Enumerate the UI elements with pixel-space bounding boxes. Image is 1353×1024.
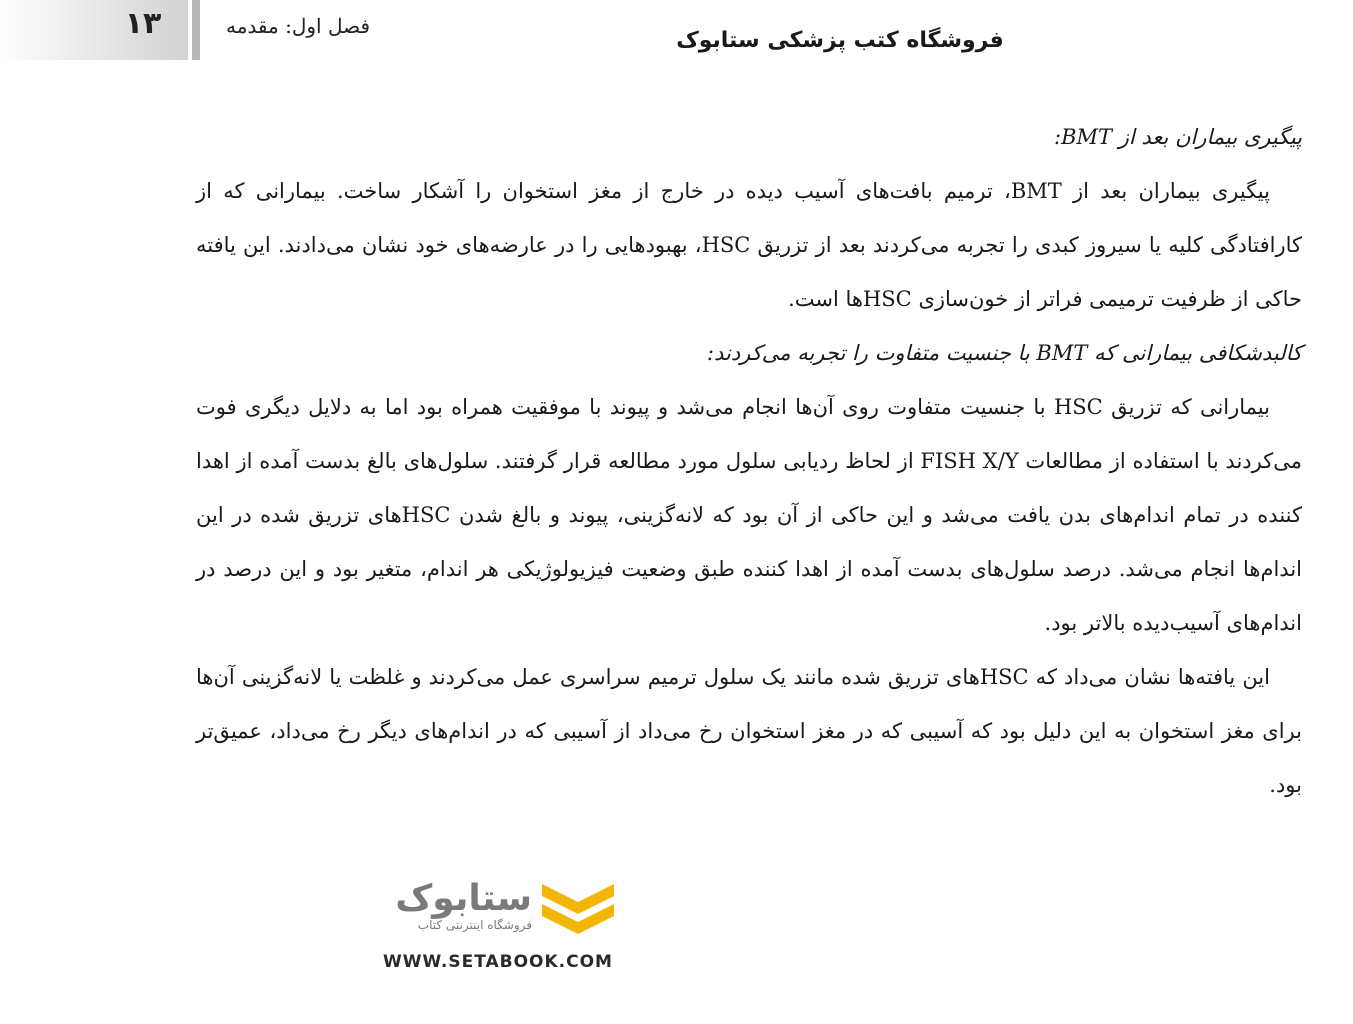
paragraph-autopsy: بیمارانی که تزریق HSC با جنسیت متفاوت روی آن‌ها انجام می‌شد و پیوند با موفقیت همراه بود اما به دلایل دیگری فوت می‌کردند با استفاده از مطالعات FISH X/Y از لحاظ ردیابی سلول مورد مطالعه قرار گرفتند. سلول‌های بالغ بدست آمده از اهدا کننده در تمام اندام‌های بدن یافت می‌شد و این حاکی از آن بود که لانه‌گزینی، پیوند و بالغ شدن HSCهای تزریق شده در این اندام‌ها انجام می‌شد. درصد سلول‌های بدست آمده از اهدا کننده طبق وضعیت فیزیولوژیکی هر اندام، متغیر بود و این درصد در اندام‌های آسیب‌دیده بالاتر بود. <box>196 395 1302 635</box>
section-heading-followup: پیگیری بیماران بعد از BMT: <box>1054 125 1302 149</box>
header-divider <box>192 0 200 60</box>
section-heading-autopsy: کالبدشکافی بیمارانی که BMT با جنسیت متفاوت را تجربه می‌کردند: <box>706 341 1302 365</box>
store-title: فروشگاه کتب پزشکی ستابوک <box>676 28 1004 53</box>
logo-wordmark: ستابوک <box>395 878 532 919</box>
chapter-title: فصل اول: مقدمه <box>226 14 371 38</box>
logo-tagline: فروشگاه اینترنتی کتاب <box>417 918 532 932</box>
page-number: ۱۳ <box>124 6 162 41</box>
setabook-logo <box>372 878 622 978</box>
page-body <box>196 110 1302 812</box>
book-chevron-icon <box>542 880 614 934</box>
page-header <box>0 0 1353 62</box>
paragraph-followup: پیگیری بیماران بعد از BMT، ترمیم بافت‌های آسیب دیده در خارج از مغز استخوان را آشکار ساخت. بیمارانی که از کارافتادگی کلیه یا سیروز کبدی را تجربه می‌کردند بعد از تزریق HSC، بهبودهایی را در عارضه‌های خود نشان می‌دادند. این یافته حاکی از ظرفیت ترمیمی فراتر از خون‌سازی HSCها است. <box>196 179 1302 311</box>
paragraph-findings: این یافته‌ها نشان می‌داد که HSCهای تزریق شده مانند یک سلول ترمیم سراسری عمل می‌کردند و غلظت یا لانه‌گزینی آن‌ها برای مغز استخوان به این دلیل بود که آسیبی که در مغز استخوان رخ می‌داد از آسیبی که در اندام‌های دیگر رخ می‌داد، عمیق‌تر بود. <box>196 665 1302 797</box>
page-number-box <box>0 0 188 60</box>
logo-url: WWW.SETABOOK.COM <box>383 952 613 972</box>
